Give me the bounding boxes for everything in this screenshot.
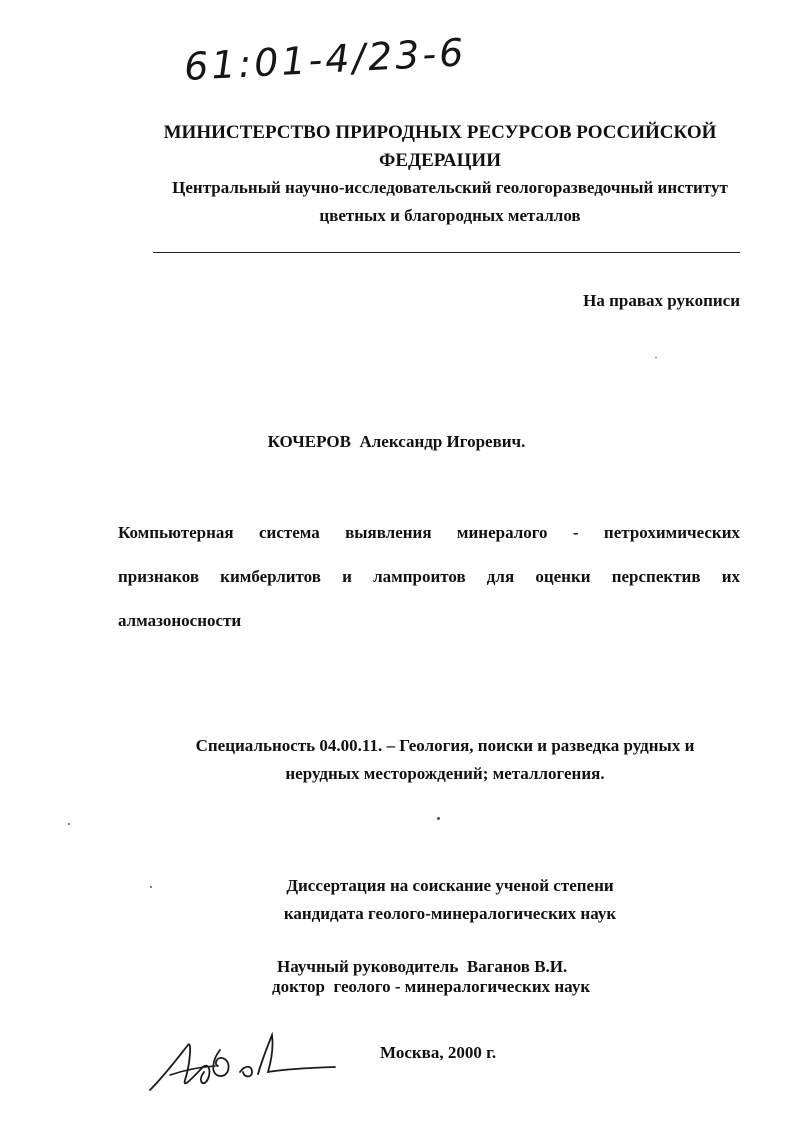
thesis-title [118,511,740,643]
ministry-line-2: ФЕДЕРАЦИИ [379,150,501,171]
supervisor-role: Научный руководитель [277,957,459,976]
scan-speck [150,886,152,888]
title-line-3: алмазоносности [118,611,242,630]
ministry-line-1: МИНИСТЕРСТВО ПРИРОДНЫХ РЕСУРСОВ РОССИЙСКОЙ [163,122,717,143]
scan-speck [437,817,440,820]
ministry-heading [140,119,740,175]
specialty [110,732,780,788]
institute-heading [130,174,770,230]
scan-speck [68,823,70,825]
supervisor-name: Ваганов В.И. [466,957,568,976]
title-line-2: признаков кимберлитов и лампроитов для оценки перспектив их [118,567,740,586]
place-and-year: Москва, 2000 г. [380,1043,497,1062]
handwritten-signature [140,1020,340,1105]
institute-line-1: Центральный научно-исследовательский геологоразведочный институт [172,178,728,197]
author-name [0,432,793,452]
supervisor [277,957,567,977]
specialty-line-1: Специальность 04.00.11. – Геология, поиски и разведка рудных и [195,736,695,755]
specialty-line-2: нерудных месторождений; металлогения. [285,764,605,783]
dissertation-line-1: Диссертация на соискание ученой степени [286,876,614,895]
scan-speck [655,357,657,358]
header-divider [153,252,740,253]
dissertation-statement [250,872,650,928]
supervisor-degree: доктор геолого - минералогических наук [272,977,591,996]
institute-line-2: цветных и благородных металлов [319,206,581,225]
author-given-names: Александр Игоревич. [359,432,526,451]
dissertation-line-2: кандидата геолого-минералогических наук [283,904,617,923]
author-surname: КОЧЕРОВ [267,432,351,451]
title-line-1: Компьютерная система выявления минералого - петрохимических [118,523,740,542]
archive-code: 61:01-4/23-6 [183,30,468,89]
signature-icon [140,1020,340,1100]
manuscript-rights: На правах рукописи [583,291,740,310]
